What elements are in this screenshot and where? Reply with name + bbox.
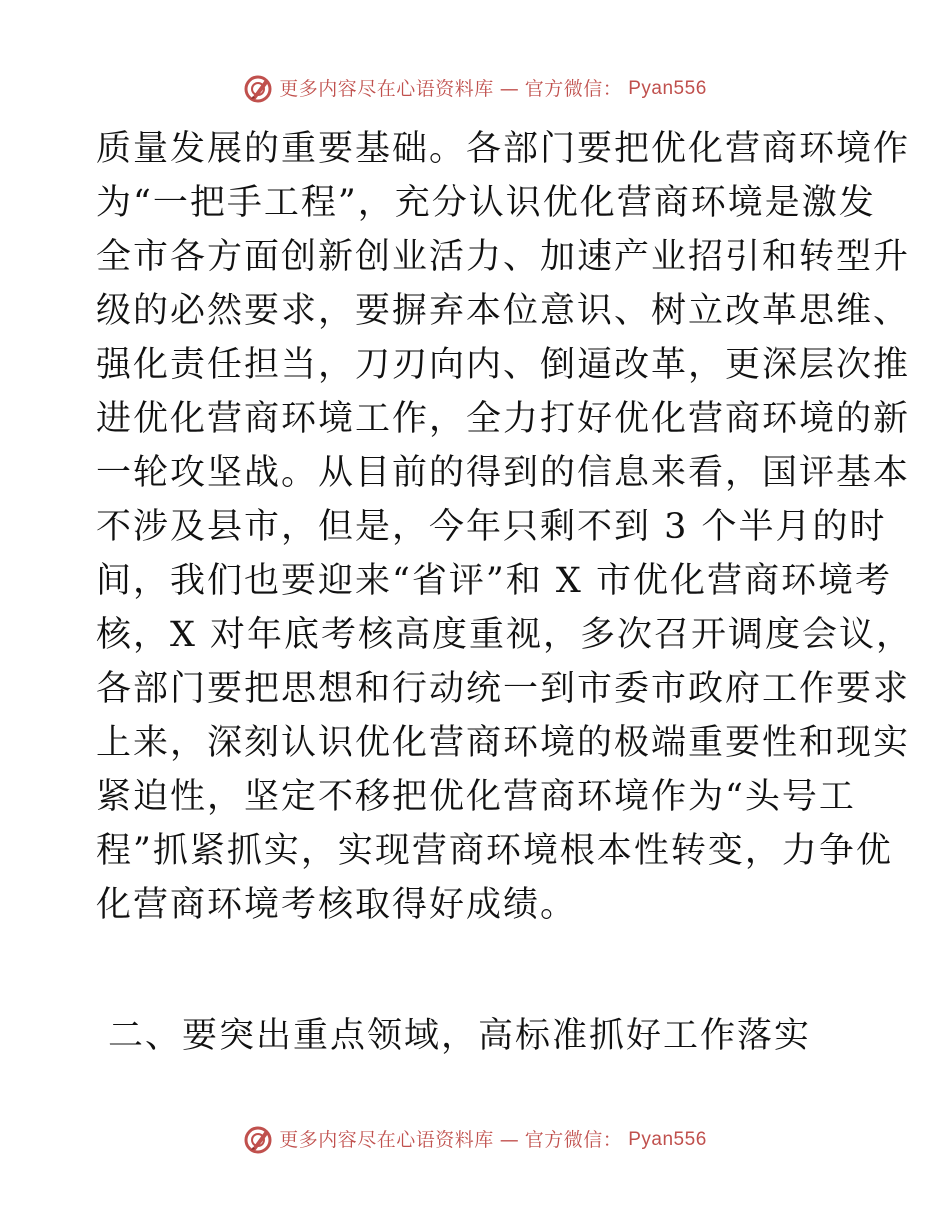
watermark-wechat-label: 官方微信： bbox=[524, 1129, 623, 1151]
paragraph-line: 质量发展的重要基础。各部门要把优化营商环境作 bbox=[96, 129, 911, 169]
paragraph-line: 为“一把手工程”，充分认识优化营商环境是激发 bbox=[96, 183, 876, 223]
watermark-wechat-id: Pyan556 bbox=[628, 1129, 707, 1150]
paragraph-line: 进优化营商环境工作，全力打好优化营商环境的新 bbox=[96, 399, 911, 439]
logo-pen-icon bbox=[243, 74, 273, 104]
paragraph-line: 一轮攻坚战。从目前的得到的信息来看，国评基本 bbox=[96, 453, 911, 493]
watermark-wechat-id: Pyan556 bbox=[628, 78, 707, 99]
section-heading: 二、要突出重点领域，高标准抓好工作落实 bbox=[108, 1016, 812, 1056]
paragraph-line: 核，X 对年底考核高度重视，多次召开调度会议， bbox=[96, 615, 914, 655]
header-watermark bbox=[0, 74, 950, 104]
paragraph-line: 化营商环境考核取得好成绩。 bbox=[96, 885, 578, 925]
watermark-separator: — bbox=[499, 78, 519, 100]
watermark-separator: — bbox=[499, 1129, 519, 1151]
paragraph-line: 上来，深刻认识优化营商环境的极端重要性和现实 bbox=[96, 723, 911, 763]
footer-watermark bbox=[0, 1125, 950, 1155]
paragraph-line: 间，我们也要迎来“省评”和 X 市优化营商环境考 bbox=[96, 561, 892, 601]
paragraph-line: 各部门要把思想和行动统一到市委市政府工作要求 bbox=[96, 669, 911, 709]
paragraph-line: 全市各方面创新创业活力、加速产业招引和转型升 bbox=[96, 237, 911, 277]
watermark-text: 更多内容尽在心语资料库 bbox=[279, 78, 494, 100]
logo-pen-icon bbox=[243, 1125, 273, 1155]
watermark-wechat-label: 官方微信： bbox=[524, 78, 623, 100]
paragraph-line: 强化责任担当，刀刃向内、倒逼改革，更深层次推 bbox=[96, 345, 911, 385]
body-paragraph bbox=[96, 122, 914, 932]
paragraph-line: 不涉及县市，但是，今年只剩不到 3 个半月的时 bbox=[96, 507, 887, 547]
paragraph-line: 紧迫性，坚定不移把优化营商环境作为“头号工 bbox=[96, 777, 856, 817]
watermark-text: 更多内容尽在心语资料库 bbox=[279, 1129, 494, 1151]
paragraph-line: 级的必然要求，要摒弃本位意识、树立改革思维、 bbox=[96, 291, 911, 331]
paragraph-line: 程”抓紧抓实，实现营商环境根本性转变，力争优 bbox=[96, 831, 893, 871]
